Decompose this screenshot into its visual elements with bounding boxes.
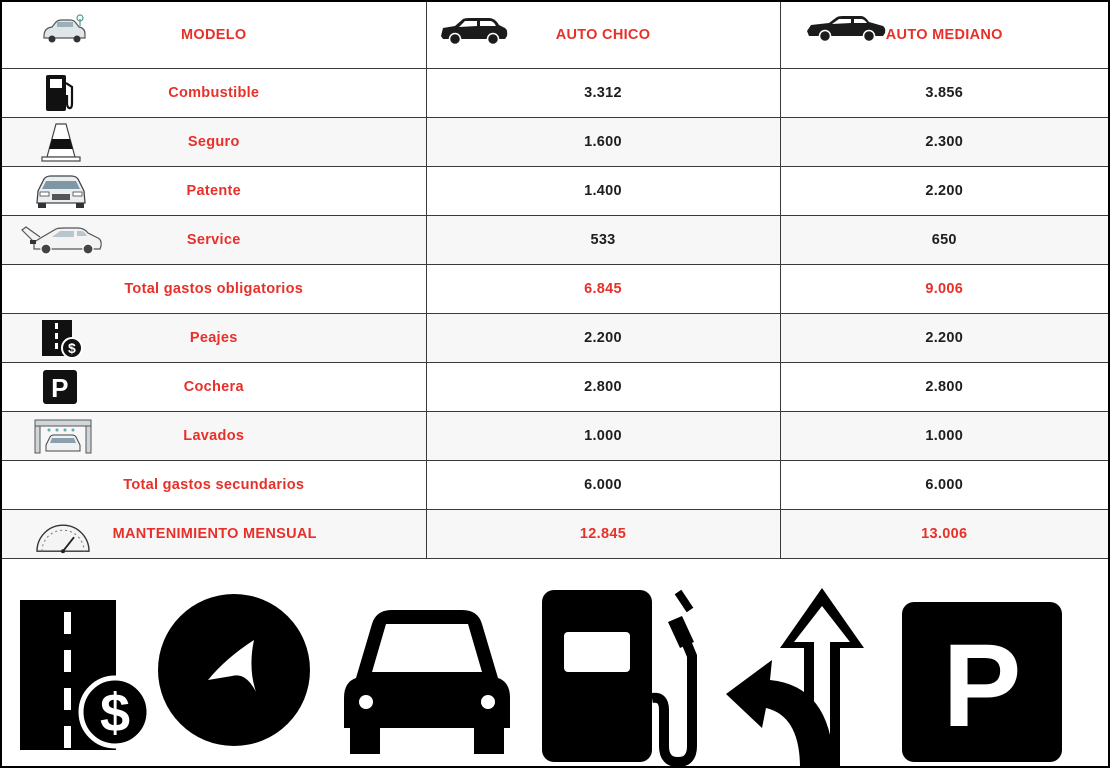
toll-road-icon xyxy=(42,318,84,358)
ev-car-icon xyxy=(40,14,90,46)
medium-value-cell xyxy=(780,118,1108,167)
car-front-icon xyxy=(34,173,88,209)
medium-value: 3.856 xyxy=(925,85,964,101)
row-label-cell xyxy=(2,265,426,314)
row-label: Combustible xyxy=(168,85,260,101)
table-row xyxy=(2,167,1108,216)
small-car-header-label: AUTO CHICO xyxy=(555,27,651,43)
row-label: Patente xyxy=(186,183,241,199)
small-value: 12.845 xyxy=(579,526,627,542)
medium-value: 650 xyxy=(931,232,957,248)
medium-value: 9.006 xyxy=(925,281,964,297)
small-value: 3.312 xyxy=(584,85,622,101)
small-value-cell xyxy=(426,461,780,510)
table-row xyxy=(2,412,1108,461)
row-label: Total gastos secundarios xyxy=(123,477,305,493)
medium-value: 1.000 xyxy=(925,428,964,444)
traffic-cone-icon xyxy=(40,121,82,163)
row-label: MANTENIMIENTO MENSUAL xyxy=(112,526,317,542)
sedan-icon xyxy=(805,14,887,44)
medium-value: 13.006 xyxy=(921,526,968,542)
medium-value-cell xyxy=(780,412,1108,461)
row-label: Lavados xyxy=(183,428,245,444)
fuel-pump-icon xyxy=(540,586,704,766)
parking-icon xyxy=(902,602,1062,762)
compass-icon xyxy=(156,592,312,748)
toll-dollar-glyph: $ xyxy=(67,340,77,356)
row-label: Service xyxy=(186,232,241,248)
fuel-pump-icon xyxy=(44,73,78,113)
row-label-cell xyxy=(2,216,426,265)
row-label-cell xyxy=(2,461,426,510)
parking-icon xyxy=(42,369,78,405)
medium-value: 6.000 xyxy=(925,477,964,493)
row-label-cell xyxy=(2,510,426,559)
medium-value: 2.200 xyxy=(925,330,964,346)
car-service-icon xyxy=(20,224,104,256)
model-header-label: MODELO xyxy=(181,27,247,43)
big-toll-dollar-glyph: $ xyxy=(99,683,131,743)
row-label-cell xyxy=(2,412,426,461)
table-row-total xyxy=(2,510,1108,559)
medium-value-cell xyxy=(780,69,1108,118)
turn-arrows-icon xyxy=(722,584,872,768)
small-value: 2.200 xyxy=(584,330,622,346)
car-wash-icon xyxy=(34,418,92,454)
small-value: 6.845 xyxy=(584,281,622,297)
small-value-cell xyxy=(426,265,780,314)
small-value-cell xyxy=(426,510,780,559)
table-row xyxy=(2,216,1108,265)
medium-value-cell xyxy=(780,461,1108,510)
row-label-cell xyxy=(2,118,426,167)
model-header-cell xyxy=(2,2,426,69)
medium-value: 2.800 xyxy=(925,379,964,395)
medium-car-header-label: AUTO MEDIANO xyxy=(885,27,1003,43)
row-label: Total gastos obligatorios xyxy=(124,281,304,297)
medium-value-cell xyxy=(780,510,1108,559)
medium-value-cell xyxy=(780,363,1108,412)
small-value: 1.600 xyxy=(584,134,622,150)
medium-car-header-cell xyxy=(780,2,1108,69)
small-value: 2.800 xyxy=(584,379,622,395)
small-value: 1.000 xyxy=(584,428,622,444)
big-parking-letter-glyph: P xyxy=(942,620,1022,752)
row-label-cell xyxy=(2,363,426,412)
row-label-cell xyxy=(2,69,426,118)
hatchback-icon xyxy=(439,16,509,46)
row-label: Seguro xyxy=(187,134,240,150)
speedometer-icon xyxy=(34,521,92,553)
row-label-cell xyxy=(2,167,426,216)
small-car-header-cell xyxy=(426,2,780,69)
small-value-cell xyxy=(426,412,780,461)
small-value-cell xyxy=(426,363,780,412)
parking-letter-glyph: P xyxy=(51,373,69,403)
table-row xyxy=(2,314,1108,363)
small-value-cell xyxy=(426,167,780,216)
medium-value-cell xyxy=(780,167,1108,216)
medium-value-cell xyxy=(780,216,1108,265)
medium-value-cell xyxy=(780,265,1108,314)
small-value: 6.000 xyxy=(584,477,622,493)
car-front-icon xyxy=(342,610,512,756)
small-value-cell xyxy=(426,314,780,363)
table-row xyxy=(2,69,1108,118)
table-header-row xyxy=(2,2,1108,69)
row-label: Peajes xyxy=(189,330,238,346)
medium-value-cell xyxy=(780,314,1108,363)
toll-road-icon xyxy=(20,600,148,750)
medium-value: 2.200 xyxy=(925,183,964,199)
small-value-cell xyxy=(426,69,780,118)
table-row xyxy=(2,118,1108,167)
table-row-subtotal xyxy=(2,461,1108,510)
small-value: 1.400 xyxy=(584,183,622,199)
cost-table xyxy=(2,2,1108,559)
small-value-cell xyxy=(426,216,780,265)
row-label: Cochera xyxy=(183,379,244,395)
table-row-subtotal xyxy=(2,265,1108,314)
decorative-icon-strip xyxy=(2,572,1108,768)
table-row xyxy=(2,363,1108,412)
row-label-cell xyxy=(2,314,426,363)
small-value: 533 xyxy=(590,232,616,248)
medium-value: 2.300 xyxy=(925,134,964,150)
small-value-cell xyxy=(426,118,780,167)
